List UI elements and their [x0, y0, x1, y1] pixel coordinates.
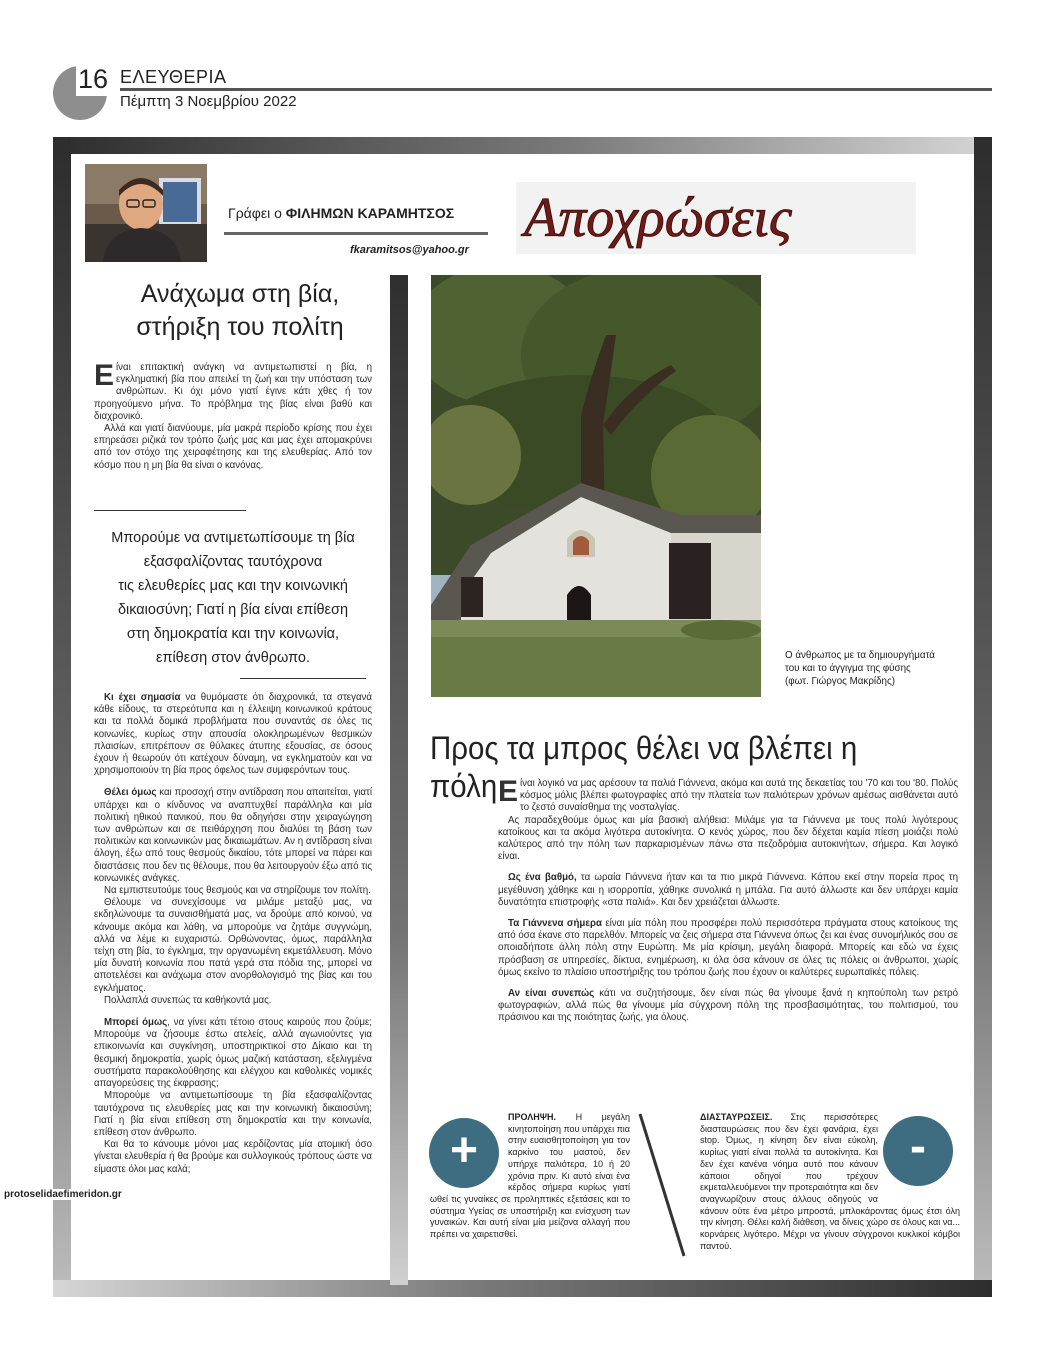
- page-number: 16: [78, 64, 109, 94]
- left-paragraph-9: Μπορούμε να αντιμετωπίσουμε τη βία εξασφαλίζοντας ταυτόχρονα τις ελευθερίες μας και την κοινωνική δικαιοσύνη; Γιατί η βία είναι επίθεση στη δημοκρατία και την κοινωνία, επίθεση στον άνθρωπο.: [94, 1090, 372, 1138]
- pull-quote-line-2: εξασφαλίζοντας ταυτόχρονα: [143, 554, 323, 570]
- caption-line-2: του και το άγγιγμα της φύσης: [785, 663, 911, 674]
- right-paragraph-4: είναι μία πόλη που προσφέρει πολύ περισσότερα πράγματα στους κατοίκους της από όσα έκανε στο παρελθόν. Μπορείς να ζεις σήμερα στα Γιάννενα όπως ζει και ένας συνομήλικός σου σε οποιαδήποτε άλλη πόλη στην Ευρώπη. Με μία κρίσιμη, μεγάλη διαφορά. Μπορείς και εδώ να έχεις πρόσβαση σε υπηρεσίες, δίκτυα, ενημέρωση, κι όλα όσα κάνουν σε όλες τις πόλεις οι άνθρωποι, χωρίς όμως εκείνο το πλαίσιο υποστήριξης του τρόπου ζωής που έχουν οι καλύτερες ευρωπαϊκές πόλεις.: [498, 918, 958, 978]
- left-title-line-1: Ανάχωμα στη βία,: [140, 280, 340, 308]
- right-paragraph-3: τα ωραία Γιάννενα ήταν και τα πιο μικρά Γιάννενα. Κάπου εκεί στην πορεία προς τη μεγέθυνση χάθηκε και η ισορροπία, χάθηκε συνολικά η μπάλα. Για αυτό άλλωστε και δεν υπάρχει καμία δυνατότητα επιστροφής «στα παλιά». Και δεν χρειάζεται άλλωστε.: [498, 872, 958, 908]
- left-paragraph-1: ίναι επιτακτική ανάγκη να αντιμετωπιστεί η βία, η εγκληματική βία που απειλεί τη ζωή και την υπόσταση των ανθρώπων. Κι όχι μόνο γιατί έγινε κάτι χθες ή τον προηγούμενο μήνα. Το πρόβλημα της βίας είναι βαθύ και διαχρονικό.: [94, 362, 372, 422]
- pull-quote-rule-top: [94, 510, 246, 511]
- left-paragraph-2: Αλλά και γιατί διανύουμε, μία μακρά περίοδο κρίσης που έχει επηρεάσει ριζικά τον τρόπο ζωής μας και μας έχει απομακρύνει από τον στόχο της χειραφέτησης και της ελευθερίας. Από τον κόσμο που η μη βία θα είναι ο κανόνας.: [94, 423, 372, 471]
- byline-rule: [224, 232, 488, 235]
- minus-symbol: -: [910, 1120, 926, 1173]
- pull-quote: [88, 526, 378, 670]
- watermark: protoselidaefimeridon.gr: [4, 1189, 122, 1200]
- photo-caption: [785, 649, 965, 688]
- pull-quote-line-6: επίθεση στον άνθρωπο.: [155, 650, 311, 666]
- divider-slash: [632, 1110, 692, 1265]
- left-paragraph-3: να θυμόμαστε ότι διαχρονικά, τα στεγανά κάθε είδους, τα στερεότυπα και η έλλειψη κοινωνικού κράτους και τα πολλά δομικά προβλήματα που συναντάς σε όλες τις κοινωνίες, κυρίως στην απουσία ολοκληρωμένων θεσμικών πλαισίων, επιτρέπουν σε θύλακες άτυπης εξουσίας, σε όσους έχουν ή θεωρούν ότι κατέχουν δύναμη, να εγκληματούν και να χρησιμοποιούν τη βία προς όφελος των συμφερόντων τους.: [94, 692, 372, 777]
- byline-prefix: Γράφει ο: [228, 205, 282, 221]
- frame-bottom-bar: [53, 1280, 992, 1297]
- column-divider: [390, 275, 408, 1285]
- right-article-body: [498, 775, 958, 1025]
- column-title: Αποχρώσεις: [524, 187, 792, 249]
- header-rule: [120, 88, 992, 91]
- byline: [228, 205, 454, 221]
- right-dropcap: Ε: [498, 775, 519, 808]
- prolipsi-box: [430, 1112, 630, 1241]
- issue-date: Πέμπτη 3 Νοεμβρίου 2022: [120, 93, 297, 110]
- chapel-photo: [431, 275, 761, 697]
- caption-line-3: (φωτ. Γιώργος Μακρίδης): [785, 676, 895, 687]
- right-p3-lead: Ως ένα βαθμό,: [508, 872, 577, 884]
- left-paragraph-10: Και θα το κάνουμε μόνοι μας κερδίζοντας μία ατομική όσο γίνεται ελευθερία ή θα βρούμε και συλλογικούς τρόπους ώστε να είμαστε όλοι μας καλά;: [94, 1139, 372, 1175]
- pull-quote-line-4: δικαιοσύνη; Γιατί η βία είναι επίθεση: [117, 602, 349, 618]
- pull-quote-line-3: τις ελευθερίες μας και την κοινωνική: [118, 578, 348, 594]
- left-article-intro: [94, 359, 372, 472]
- prolipsi-wrap-spacer: [430, 1112, 508, 1192]
- left-p3-lead: Κι έχει σημασία: [104, 692, 181, 703]
- right-p5-lead: Αν είναι συνεπώς: [508, 988, 595, 1000]
- frame-left-bar: [53, 137, 71, 1297]
- left-paragraph-6: Θέλουμε να συνεχίσουμε να μιλάμε μεταξύ μας, να εκδηλώνουμε τα συναισθήματά μας, να δρούμε από κοινού, να κάνουμε ακόμα και λάθη, να μπορούμε να ζητάμε συγγνώμη, αλλά να λέμε κι ευχαριστώ. Ορθώνοντας, όμως, παράλληλα τείχη στη βία, το έγκλημα, την οργανωμένη εκμετάλλευση. Μόνο μία δυνατή κοινωνία που πατά γερά στα πόδια της, μπορεί να αποτελέσει και ανάχωμα στον ανορθολογισμό της βίας και του εγκλήματος.: [94, 897, 372, 994]
- left-paragraph-5: Να εμπιστευτούμε τους θεσμούς και να στηρίζουμε τον πολίτη.: [104, 885, 371, 897]
- minus-icon: [883, 1116, 953, 1186]
- caption-line-1: Ο άνθρωπος με τα δημιουργήματά: [785, 650, 935, 661]
- left-article-title: [90, 278, 390, 344]
- diastavroseis-lead: ΔΙΑΣΤΑΥΡΩΣΕΙΣ.: [700, 1112, 773, 1122]
- column-logo: [510, 174, 930, 267]
- left-p8-lead: Μπορεί όμως: [104, 1017, 168, 1029]
- left-article-body: [94, 692, 372, 1176]
- left-p4-lead: Θέλει όμως: [104, 787, 157, 799]
- pull-quote-rule-bottom: [240, 678, 366, 679]
- left-paragraph-8: , να γίνει κάτι τέτοιο στους καιρούς που ζούμε; Μπορούμε να ζήσουμε έστω ατελείς, αλλά αγωνιούντες για επικοινωνία και συγκίνηση, υποστηρικτικοί στο Δίκαιο και τη θεσμική δημοκρατία, χωρίς όμως μαζική κατάσταση, εξελιγμένα συστήματα παρακολούθησης και ελέγχου και καθολικές νομικές απαγορεύσεις της έκφρασης;: [94, 1017, 372, 1090]
- frame-right-bar: [974, 137, 992, 1297]
- left-paragraph-7: Πολλαπλά συνεπώς τα καθήκοντά μας.: [104, 994, 272, 1006]
- left-title-line-2: στήριξη του πολίτη: [136, 313, 344, 341]
- pull-quote-line-1: Μπορούμε να αντιμετωπίσουμε τη βία: [111, 530, 355, 546]
- author-photo: [85, 164, 207, 262]
- frame-top-bar: [53, 137, 992, 154]
- plus-symbol: +: [449, 1124, 479, 1177]
- newspaper-name: ΕΛΕΥΘΕΡΙΑ: [120, 67, 227, 87]
- right-p4-lead: Τα Γιάννενα σήμερα: [508, 918, 602, 930]
- left-dropcap: Ε: [94, 359, 115, 392]
- left-paragraph-4: και προσοχή στην αντίδραση που απαιτείται, γιατί υπάρχει και ο κίνδυνος να αναπτυχθεί παράλληλα και μία πολιτική ηθικού πανικού, που θα οδηγήσει στην χειραγώγηση των ανθρώπων και σε πειθάρχηση που διαλύει τη βάση των πολιτικών και κοινωνικών μας δικαιωμάτων. Αν η αντίδραση είναι άλογη, έξω από τους θεσμούς δικαίου, τότε μπορεί να πάρει και διαστάσεις που δεν τις θέλουμε, που θα λειτουργούν έξω από τις κοινωνικές ανάγκες.: [94, 787, 373, 884]
- diastavroseis-text: Στις περισσότερες διασταυρώσεις που δεν έχει φανάρια, έχει stop. Όμως, η κίνηση δεν είναι εύκολη, κυρίως γιατί είναι πολλά τα αυτοκίνητα. Και δεν έχει κανένα νόημα αυτό που κάνουν κάποιοι οδηγοί που τρέχουν εκμεταλλευόμενοι την προτεραιότητα και δεν αναγνωρίζουν στους άλλους οδηγούς να κάνουν ούτε ένα μέτρο μπροστά, μπλοκάροντας όμως έτσι όλη την κίνηση. Θέλει καλή διάθεση, να δίνεις χώρο σε όλους και να... κορνάρεις λιγότερο. Μέχρι να γίνουν σύγχρονοι κυκλικοί κόμβοι παντού.: [700, 1112, 960, 1251]
- author-name: ΦΙΛΗΜΩΝ ΚΑΡΑΜΗΤΣΟΣ: [285, 205, 455, 221]
- right-paragraph-5: κάτι να συζητήσουμε, δεν είναι πώς θα γίνουμε ξανά η κηπούπολη των ρετρό φωτογραφιών, αλλά πώς θα γίνουμε μία σύγχρονη πόλη της προσβασιμότητας, του πολιτισμού, του πράσινου και της ποιότητας ζωής, για όλους.: [498, 988, 958, 1024]
- right-article-title: Προς τα μπρος θέλει να βλέπει η πόλη: [430, 730, 858, 804]
- author-email: fkaramitsos@yahoo.gr: [350, 244, 469, 256]
- right-paragraph-2: Ας παραδεχθούμε όμως και μία βασική αλήθεια: Μιλάμε για τα Γιάννενα με τους πολύ λιγότερους κατοίκους και τα ακόμα λιγότερα αυτοκίνητα. Ο κενός χώρος, που δεν δέχεται καμία πίεση μοιάζει πολύ καλύτερος από την πόλη των παρκαρισμένων πάνω στα πεζοδρόμια αυτοκινήτων, σήμερα. Και λογικό είναι.: [498, 814, 958, 863]
- prolipsi-lead: ΠΡΟΛΗΨΗ.: [508, 1112, 557, 1122]
- pull-quote-line-5: στη δημοκρατία και την κοινωνία,: [126, 626, 340, 642]
- prolipsi-text: Η μεγάλη κινητοποίηση που υπάρχει πια στην ευαισθητοποίηση για τον καρκίνο του μαστού, δεν υπήρχε παλιότερα, 10 ή 20 χρόνια πριν. Κι αυτό είναι ένα κέρδος σήμερα κυρίως γιατί ωθεί τις γυναίκες σε προληπτικές εξετάσεις και το σύστημα Υγείας σε υποστήριξη και ενίσχυση των γυναικών. Και αυτή είναι μία μείζονα αλλαγή που πρέπει να χαιρετισθεί.: [430, 1112, 630, 1240]
- right-paragraph-1: ίναι λογικό να μας αρέσουν τα παλιά Γιάννενα, ακόμα και αυτά της δεκαετίας του '70 και του '80. Πολύς κόσμος μόλις βλέπει φωτογραφίες από την πλατεία των παλιότερων χρόνων αμέσως αισθάνεται αυτό το ζεστό συναίσθημα της νοσταλγίας.: [520, 778, 958, 814]
